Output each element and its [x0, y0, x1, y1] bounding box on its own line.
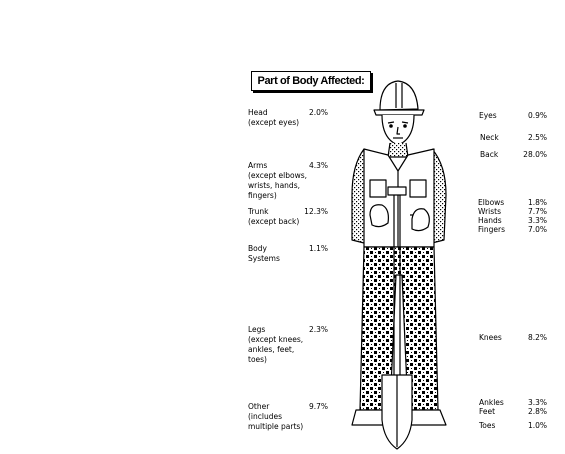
- label-eyes: Eyes: [479, 111, 497, 120]
- diagram-title: Part of Body Affected:: [251, 71, 371, 91]
- value-back: 28.0%: [523, 150, 547, 159]
- label-hands: Hands: [478, 216, 502, 225]
- value-feet: 2.8%: [527, 407, 547, 416]
- sublabel-trunk: (except back): [248, 217, 300, 226]
- label-wrists: Wrists: [478, 207, 502, 216]
- worker-with-shovel-icon: [330, 75, 470, 453]
- value-arms: 4.3%: [308, 161, 328, 170]
- value-other: 9.7%: [308, 402, 328, 411]
- value-ankles: 3.3%: [527, 398, 547, 407]
- label-toes: Toes: [479, 421, 496, 430]
- value-legs: 2.3%: [308, 325, 328, 334]
- value-neck: 2.5%: [527, 133, 547, 142]
- value-hands: 3.3%: [527, 216, 547, 225]
- value-body-systems: 1.1%: [308, 244, 328, 253]
- label-legs: Legs: [248, 325, 266, 334]
- value-knees: 8.2%: [527, 333, 547, 342]
- value-toes: 1.0%: [527, 421, 547, 430]
- value-trunk: 12.3%: [304, 207, 328, 216]
- sublabel-other: (includes multiple parts): [248, 412, 304, 431]
- sublabel-head: (except eyes): [248, 118, 300, 127]
- label-trunk: Trunk: [248, 207, 269, 216]
- value-wrists: 7.7%: [527, 207, 547, 216]
- value-fingers: 7.0%: [527, 225, 547, 234]
- sublabel-body-systems: Systems: [248, 254, 280, 263]
- label-body-systems: Body: [248, 244, 267, 253]
- label-ankles: Ankles: [479, 398, 504, 407]
- label-arms: Arms: [248, 161, 268, 170]
- label-elbows: Elbows: [478, 198, 505, 207]
- value-eyes: 0.9%: [527, 111, 547, 120]
- value-head: 2.0%: [308, 108, 328, 117]
- label-back: Back: [480, 150, 499, 159]
- label-knees: Knees: [479, 333, 502, 342]
- sublabel-arms: (except elbows, wrists, hands, fingers): [248, 171, 308, 200]
- label-fingers: Fingers: [478, 225, 505, 234]
- label-neck: Neck: [480, 133, 499, 142]
- label-other: Other: [248, 402, 270, 411]
- sublabel-legs: (except knees, ankles, feet, toes): [248, 335, 304, 364]
- label-head: Head: [248, 108, 268, 117]
- label-feet: Feet: [479, 407, 496, 416]
- value-elbows: 1.8%: [527, 198, 547, 207]
